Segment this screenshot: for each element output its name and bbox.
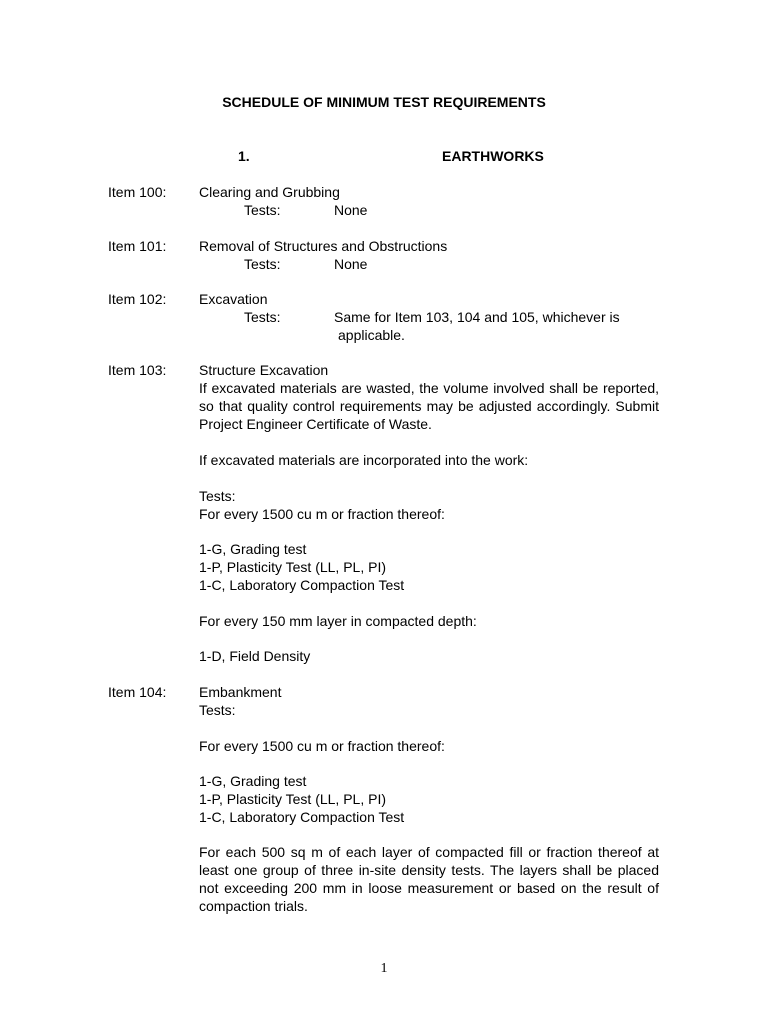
item-104-test-plasticity: 1-P, Plasticity Test (LL, PL, PI) xyxy=(199,791,387,807)
section-title: EARTHWORKS xyxy=(442,148,544,164)
item-100-name: Clearing and Grubbing xyxy=(199,184,340,200)
item-103-tests-heading: Tests: xyxy=(199,488,236,504)
item-102-label: Item 102: xyxy=(108,291,167,307)
item-102-tests-label: Tests: xyxy=(244,309,281,325)
item-104-density-paragraph: For each 500 sq m of each layer of compacted fill or fraction thereof at least one group of three in-site density tests. The layers shall be placed not exceeding 200 mm in loose measurement or based on the result of compaction trials. xyxy=(199,844,659,914)
item-103-test-plasticity: 1-P, Plasticity Test (LL, PL, PI) xyxy=(199,559,387,575)
item-104-name: Embankment xyxy=(199,684,282,700)
item-103-test-grading: 1-G, Grading test xyxy=(199,541,307,557)
item-103-paragraph: If excavated materials are wasted, the volume involved shall be reported, so that quality control requirements may be adjusted accordingly. Submit Project Engineer Certificate of Waste. xyxy=(199,380,659,432)
item-103-frequency-2: For every 150 mm layer in compacted depth: xyxy=(199,613,477,629)
item-103-name: Structure Excavation xyxy=(199,362,329,378)
item-101-label: Item 101: xyxy=(108,238,167,254)
item-104-test-grading: 1-G, Grading test xyxy=(199,773,307,789)
item-103-test-compaction: 1-C, Laboratory Compaction Test xyxy=(199,577,405,593)
item-103-frequency-1: For every 1500 cu m or fraction thereof: xyxy=(199,506,445,522)
item-100-tests-label: Tests: xyxy=(244,202,281,218)
item-102-tests-value-cont: applicable. xyxy=(338,327,405,343)
item-103-label: Item 103: xyxy=(108,362,167,378)
item-104-tests-heading: Tests: xyxy=(199,702,236,718)
item-102-tests-value: Same for Item 103, 104 and 105, whichever is xyxy=(334,309,620,325)
item-100-label: Item 100: xyxy=(108,184,167,200)
item-102-name: Excavation xyxy=(199,291,268,307)
page-title: SCHEDULE OF MINIMUM TEST REQUIREMENTS xyxy=(222,94,546,110)
item-101-name: Removal of Structures and Obstructions xyxy=(199,238,448,254)
item-101-tests-value: None xyxy=(334,256,368,272)
item-104-label: Item 104: xyxy=(108,684,167,700)
item-103-test-field-density: 1-D, Field Density xyxy=(199,648,311,664)
item-101-tests-label: Tests: xyxy=(244,256,281,272)
item-104-frequency-1: For every 1500 cu m or fraction thereof: xyxy=(199,738,445,754)
item-103-incorporated-text: If excavated materials are incorporated into the work: xyxy=(199,452,529,468)
page-number: 1 xyxy=(380,961,388,976)
item-104-test-compaction: 1-C, Laboratory Compaction Test xyxy=(199,809,405,825)
item-100-tests-value: None xyxy=(334,202,368,218)
section-number: 1. xyxy=(238,148,250,164)
